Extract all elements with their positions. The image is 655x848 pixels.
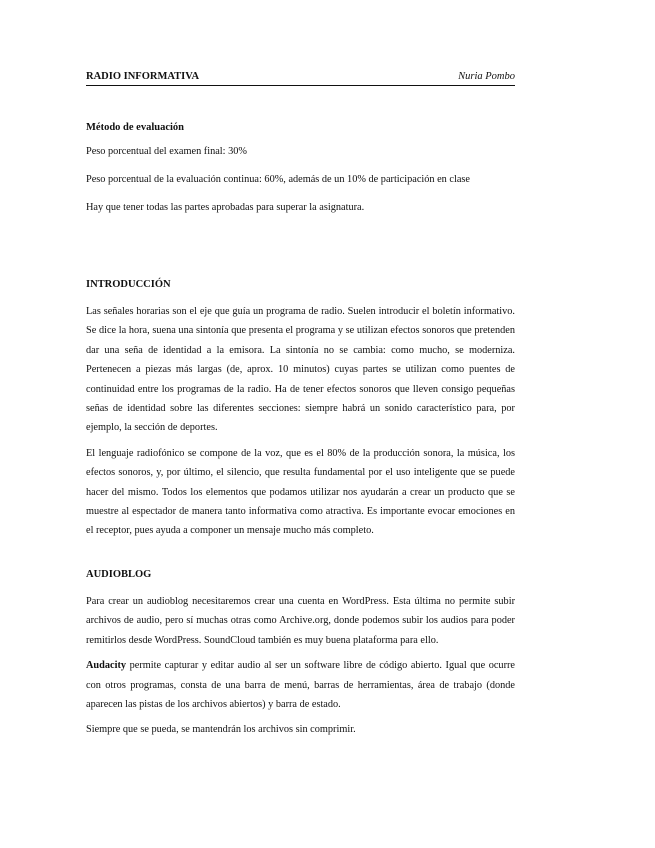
document-body (86, 122, 515, 746)
evaluation-section (86, 122, 515, 215)
evaluation-item: Peso porcentual de la evaluación continua: 60%, además de un 10% de participación en clase (86, 174, 470, 185)
audioblog-paragraph (86, 656, 515, 714)
audacity-text: permite capturar y editar audio al ser un software libre de código abierto. Igual que ocurre con otros programas, consta de una barra de menú, barras de herramientas, área de trabajo (donde aparecen las pistas de los archivos abiertos) y barra de estado. (86, 660, 515, 710)
intro-heading: INTRODUCCIÓN (86, 279, 171, 290)
audacity-bold: Audacity (86, 660, 127, 672)
intro-paragraph: Las señales horarias son el eje que guía un programa de radio. Suelen introducir el boletín informativo. Se dice la hora, suena una sintonía que presenta el programa y se utilizan efectos sonoros que pretenden dar una seña de identidad a la emisora. La sintonía no se cambia: como mucho, se moderniza. Pertenecen a piezas más largas (de, aprox. 10 minutos) cuyas partes se utilizan como puentes de continuidad entre los programas de la radio. Ha de tener efectos sonoros que lleven consigo pequeñas señas de identidad sobre las diferentes secciones: siempre habrá un sonido característico para, por ejemplo, la sección de deportes. (86, 306, 515, 434)
page-header (86, 71, 515, 86)
evaluation-heading: Método de evaluación (86, 122, 184, 133)
audioblog-paragraph: Para crear un audioblog necesitaremos crear una cuenta en WordPress. Esta última no permite subir archivos de audio, pero sí muchas otras como Archive.org, donde podemos subir los audios para poder remitirlos desde WordPress. SoundCloud también es muy buena plataforma para ello. (86, 595, 515, 646)
header-author: Nuria Pombo (458, 71, 515, 82)
intro-section (86, 279, 515, 541)
audioblog-heading: AUDIOBLOG (86, 568, 152, 580)
audioblog-section (86, 569, 515, 740)
evaluation-item: Hay que tener todas las partes aprobadas para superar la asignatura. (86, 202, 365, 213)
intro-paragraph: El lenguaje radiofónico se compone de la voz, que es el 80% de la producción sonora, la música, los efectos sonoros, y, por último, el silencio, que resulta fundamental por el uso inteligente que se puede hacer del mismo. Todos los elementos que podamos utilizar nos ayudarán a crear un producto que se muestre al espectador de manera tanto informativa como atractiva. Es importante evocar emociones en el receptor, pues ayuda a componer un mensaje mucho más completo. (86, 447, 515, 537)
audioblog-paragraph: Siempre que se pueda, se mantendrán los archivos sin comprimir. (86, 724, 356, 736)
evaluation-item: Peso porcentual del examen final: 30% (86, 146, 247, 157)
header-title: RADIO INFORMATIVA (86, 71, 200, 82)
